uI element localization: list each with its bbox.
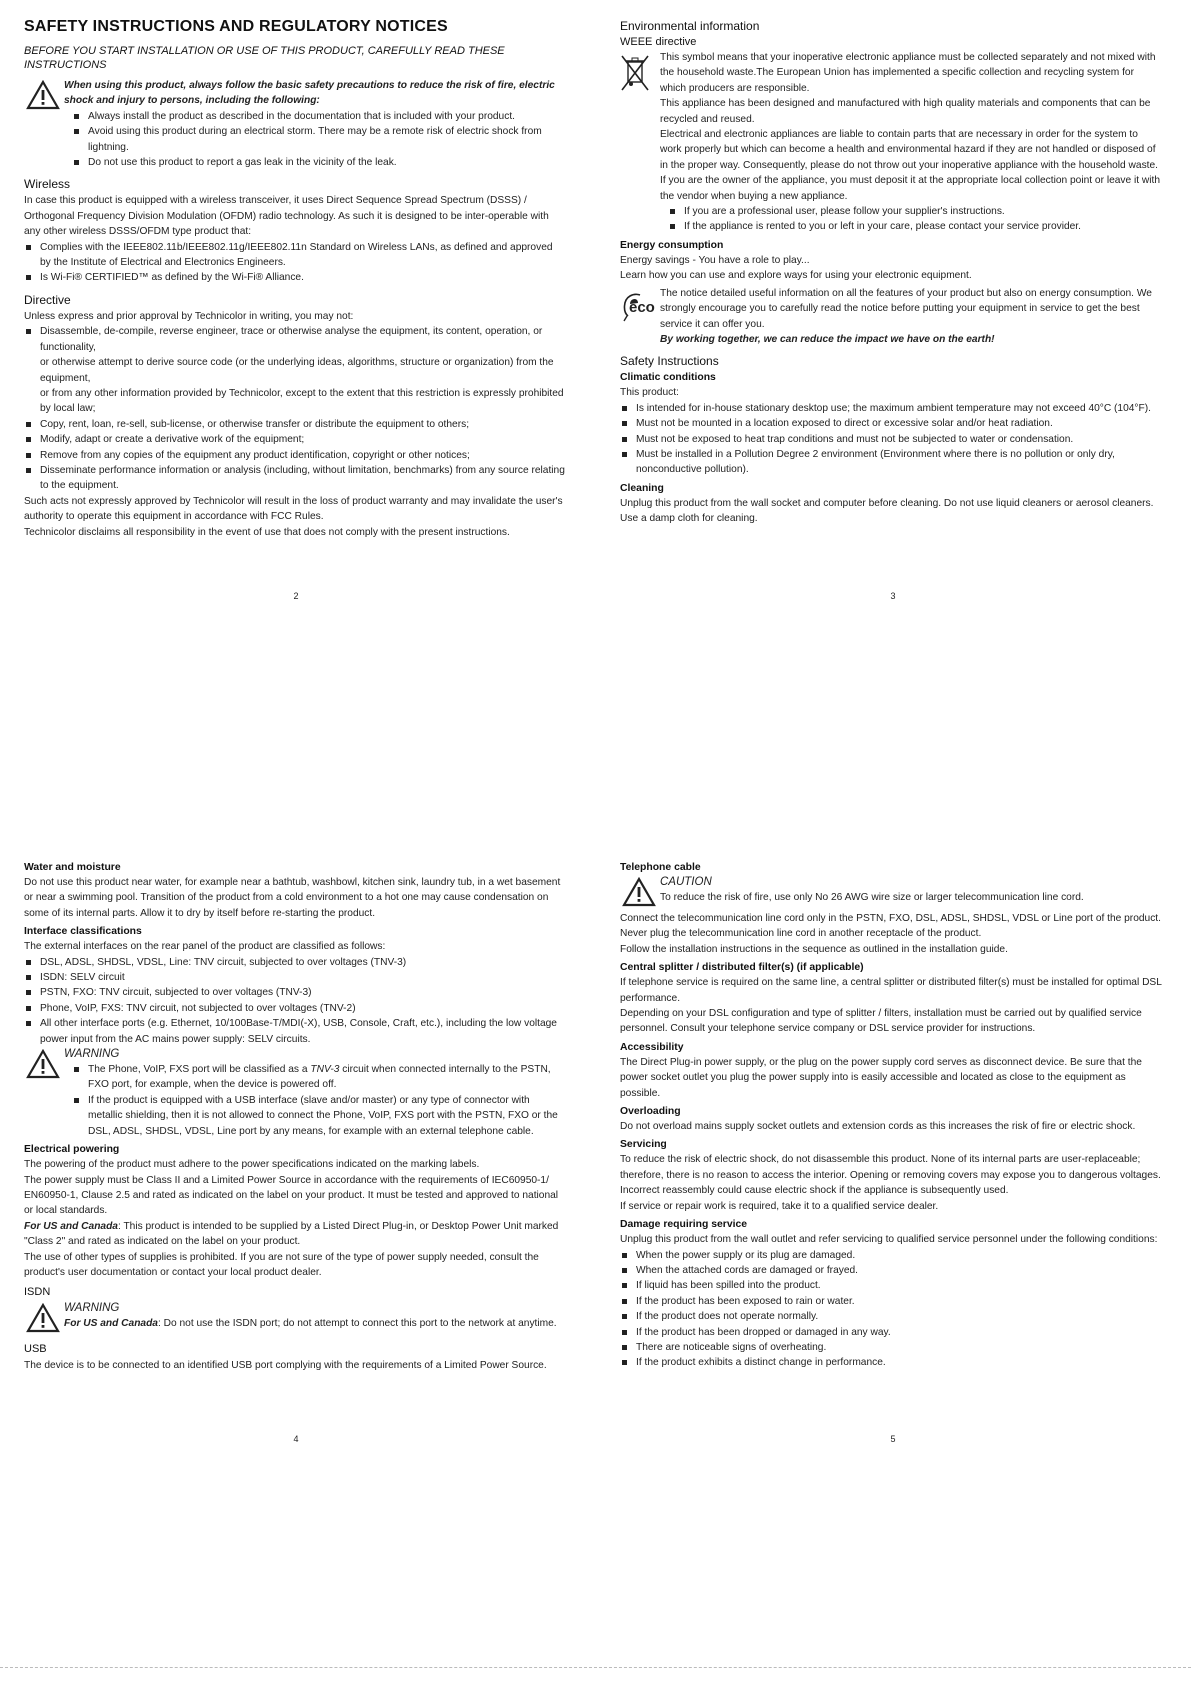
caution-box — [620, 875, 1162, 911]
power-paragraph-2: The power supply must be Class II and a Limited Power Source in accordance with the requirements of IEC60950-1/ EN60950-1, Clause 2.5 and rated as indicated on the label on your product. It must be tested and approved to national or local standards. — [24, 1174, 559, 1217]
warn-text: circuit when connected internally to the PSTN, FXO port, for example, when the device is powered off. — [88, 1064, 551, 1091]
list-item: When the power supply or its plug are damaged. — [620, 1248, 1162, 1263]
power-paragraph-3 — [24, 1219, 566, 1250]
list-item: Do not use this product to report a gas leak in the vicinity of the leak. — [72, 155, 566, 170]
usb-text: The device is to be connected to an identified USB port complying with the requirements of a Limited Power Source. — [24, 1360, 547, 1372]
list-item: If you are a professional user, please follow your supplier's instructions. — [668, 204, 1162, 219]
list-item: ISDN: SELV circuit — [24, 970, 566, 985]
list-item: Remove from any copies of the equipment any product identification, copyright or other notices; — [24, 448, 566, 463]
crossed-bin-icon — [620, 54, 650, 94]
list-item — [24, 324, 566, 416]
damage-list — [620, 1248, 1162, 1371]
list-item: Must not be mounted in a location exposed to direct or excessive solar and/or heat radiation. — [620, 416, 1162, 431]
list-item: If liquid has been spilled into the product. — [620, 1278, 1162, 1293]
warning-triangle-icon — [26, 1303, 60, 1333]
interface-warning-box — [24, 1047, 566, 1139]
wireless-text: In case this product is equipped with a wireless transceiver, it uses Direct Sequence Spread Spectrum (DSSS) / Orthogonal Frequency Division Modulation (OFDM) radio technology. As such it is designed to be inter-operable with any other wireless DSSS/OFDM type product that: — [24, 195, 549, 238]
cleaning-heading: Cleaning — [620, 482, 664, 494]
document-title: SAFETY INSTRUCTIONS AND REGULATORY NOTICES — [24, 18, 448, 35]
list-item: If the product has been dropped or damaged in any way. — [620, 1325, 1162, 1340]
power-heading: Electrical powering — [24, 1144, 120, 1156]
page-3 — [620, 18, 1162, 618]
weee-paragraph-1: This symbol means that your inoperative electronic appliance must be collected separately and not mixed with the household waste.The European Union has implemented a specific collection and recycling system for which producers are responsible. — [660, 52, 1156, 94]
page-number-4: 4 — [293, 1434, 299, 1444]
warning-title: WARNING — [64, 1048, 120, 1061]
directive-item-1-cont1: or otherwise attempt to derive source code (or the underlying ideas, algorithms, structure or organization) from the equipment, — [40, 357, 554, 384]
climatic-intro: This product: — [620, 387, 679, 399]
energy-paragraph-2: Learn how you can use and explore ways for using your electronic equipment. — [620, 270, 972, 282]
wireless-list — [24, 240, 566, 286]
environmental-heading: Environmental information — [620, 19, 760, 33]
directive-item-1: Disassemble, de-compile, reverse engineer, trace or otherwise analyse the equipment, its content, operation, or functionality, — [40, 326, 543, 353]
directive-text-1: Such acts not expressly approved by Technicolor will result in the loss of product warranty and may invalidate the user's authority to operate this equipment in accordance with FCC Rules. — [24, 495, 563, 523]
list-item: Modify, adapt or create a derivative work of the equipment; — [24, 432, 566, 447]
telephone-paragraph-2: Follow the installation instructions in the sequence as outlined in the installation guide. — [620, 943, 1008, 955]
energy-paragraph-1: Energy savings - You have a role to play... — [620, 254, 810, 266]
directive-text-2: Technicolor disclaims all responsibility in the event of use that does not comply with the present instructions. — [24, 526, 510, 538]
svg-text:eco: eco — [629, 298, 655, 316]
list-item: There are noticeable signs of overheating. — [620, 1340, 1162, 1355]
list-item: DSL, ADSL, SHDSL, VDSL, Line: TNV circuit, subjected to over voltages (TNV-3) — [24, 955, 566, 970]
directive-item-1-cont2: or from any other information provided by Technicolor, except to the extent that this restriction is expressly prohibited by local law; — [40, 387, 564, 415]
list-item: If the appliance is rented to you or left in your care, please contact your service provider. — [668, 219, 1162, 234]
weee-paragraph-2: This appliance has been designed and manufactured with high quality materials and components that can be recycled and reused. — [660, 98, 1151, 125]
isdn-warning-text — [64, 1316, 566, 1331]
warning-intro: When using this product, always follow the basic safety precautions to reduce the risk of fire, electric shock and injury to persons, including the following: — [64, 80, 555, 107]
interface-intro: The external interfaces on the rear panel of the product are classified as follows: — [24, 941, 386, 953]
energy-paragraph-4: By working together, we can reduce the impact we have on the earth! — [660, 333, 995, 345]
telephone-paragraph-1: Connect the telecommunication line cord only in the PSTN, FXO, DSL, ADSL, SHDSL, VDSL or Line port of the product. Never plug the telecommunication line cord in another receptacle of the product. — [620, 913, 1161, 940]
accessibility-heading: Accessibility — [620, 1041, 684, 1053]
page-number-5: 5 — [890, 1434, 896, 1444]
climatic-heading: Climatic conditions — [620, 372, 716, 384]
caution-text: To reduce the risk of fire, use only No 26 AWG wire size or larger telecommunication line cord. — [660, 892, 1084, 903]
list-item: Phone, VoIP, FXS: TNV circuit, not subjected to over voltages (TNV-2) — [24, 1001, 566, 1016]
caution-title: CAUTION — [660, 876, 712, 888]
wireless-heading: Wireless — [24, 177, 71, 192]
climatic-list — [620, 401, 1162, 478]
servicing-heading: Servicing — [620, 1139, 667, 1151]
splitter-paragraph-1: If telephone service is required on the same line, a central splitter or distributed filter(s) must be installed for optimal DSL performance. — [620, 977, 1162, 1004]
warning-triangle-icon — [622, 877, 656, 907]
weee-heading: WEEE directive — [620, 36, 697, 48]
list-item: If the product is equipped with a USB interface (slave and/or master) or any type of connector with metallic shielding, then it is not allowed to connect the Phone, VoIP, FXS port with the PSTN, FXO or the DSL, ADSL, SHDSL, VDSL, Line port by any means, for example with an external telephone cable. — [72, 1093, 566, 1139]
isdn-region-label: For US and Canada — [64, 1318, 158, 1330]
warn-emphasis: TNV-3 — [310, 1064, 340, 1076]
safety-warning-box — [24, 78, 566, 170]
list-item: Is Wi-Fi® CERTIFIED™ as defined by the Wi-Fi® Alliance. — [24, 270, 566, 285]
list-item: If the product has been exposed to rain or water. — [620, 1294, 1162, 1309]
warning-list — [72, 109, 566, 171]
splitter-paragraph-2: Depending on your DSL configuration and type of splitter / filters, installation must be carried out by qualified service personnel. Consult your telephone service company or DSL service provider for instructions. — [620, 1008, 1142, 1035]
telephone-heading: Telephone cable — [620, 862, 701, 873]
list-item: Always install the product as described in the documentation that is included with your product. — [72, 109, 566, 124]
list-item — [72, 1062, 566, 1093]
interface-list — [24, 955, 566, 1047]
directive-intro: Unless express and prior approval by Technicolor in writing, you may not: — [24, 310, 354, 322]
damage-heading: Damage requiring service — [620, 1219, 748, 1231]
isdn-warning-box — [24, 1301, 566, 1337]
cleaning-text: Unplug this product from the wall socket and computer before cleaning. Do not use liquid cleaners or aerosol cleaners. Use a damp cloth for cleaning. — [620, 497, 1154, 525]
list-item: If the product does not operate normally. — [620, 1309, 1162, 1324]
warning-title: WARNING — [64, 1302, 120, 1315]
directive-heading: Directive — [24, 292, 71, 307]
power-paragraph-4: The use of other types of supplies is prohibited. If you are not sure of the type of power supply needed, consult the product's user documentation or contact your local product dealer. — [24, 1251, 539, 1278]
directive-list — [24, 324, 566, 493]
eco-logo-icon — [620, 288, 658, 322]
servicing-paragraph-2: If service or repair work is required, take it to a qualified service dealer. — [620, 1200, 939, 1212]
list-item: Must not be exposed to heat trap conditions and must not be subjected to water or condensation. — [620, 432, 1162, 447]
weee-list — [668, 204, 1162, 235]
damage-intro: Unplug this product from the wall outlet and refer servicing to qualified service personnel under the following conditions: — [620, 1234, 1158, 1246]
overloading-text: Do not overload mains supply socket outlets and extension cords as this increases the risk of fire or electric shock. — [620, 1121, 1136, 1133]
safety-heading: Safety Instructions — [620, 354, 719, 369]
list-item: When the attached cords are damaged or frayed. — [620, 1263, 1162, 1278]
page-4 — [24, 860, 566, 1400]
list-item: Avoid using this product during an electrical storm. There may be a remote risk of electric shock from lightning. — [72, 124, 566, 155]
splitter-heading: Central splitter / distributed filter(s) (if applicable) — [620, 962, 864, 974]
page-5 — [620, 860, 1162, 1400]
weee-paragraph-3: Electrical and electronic appliances are liable to contain parts that are necessary in order for the system to work properly but which can become a health and environmental hazard if they are not handled or disposed of in the proper way. Consequently, please do not throw out your inoperative appliance with the household waste. — [660, 129, 1158, 171]
list-item: If the product exhibits a distinct change in performance. — [620, 1355, 1162, 1370]
list-item: Must be installed in a Pollution Degree 2 environment (Environment where there is no pollution or only dry, nonconductive pollution). — [620, 447, 1162, 478]
energy-heading: Energy consumption — [620, 239, 724, 251]
weee-paragraph-4: If you are the owner of the appliance, you must deposit it at the appropriate local collection point or leave it with the vendor when buying a new appliance. — [660, 175, 1161, 202]
list-item: Complies with the IEEE802.11b/IEEE802.11g/IEEE802.11n Standard on Wireless LANs, as defined and approved by the Institute of Electrical and Electronics Engineers. — [24, 240, 566, 271]
energy-paragraph-3: The notice detailed useful information on all the features of your product but also on energy consumption. We strongly encourage you to carefully read the notice before putting your equipment in service to get the best service it can offer you. — [660, 287, 1152, 330]
accessibility-text: The Direct Plug-in power supply, or the plug on the power supply cord serves as disconnect device. Be sure that the power socket outlet you plug the power supply into is easily accessible and located as close to the equipment as possible. — [620, 1056, 1142, 1099]
page-number-2: 2 — [293, 591, 299, 601]
list-item: All other interface ports (e.g. Ethernet, 10/100Base-T/MDI(-X), USB, Console, Craft, etc.), including the low voltage power input from the AC mains power supply: SELV circuits. — [24, 1016, 566, 1047]
usb-heading: USB — [24, 1343, 47, 1356]
warning-triangle-icon — [26, 80, 60, 110]
list-item: Copy, rent, loan, re-sell, sub-license, or otherwise transfer or distribute the equipment to others; — [24, 417, 566, 432]
sheet-bottom-edge — [0, 1667, 1191, 1683]
water-text: Do not use this product near water, for example near a bathtub, washbowl, kitchen sink, laundry tub, in a wet basement or near a swimming pool. Transition of the product from a cold environment to a hot one may cause condensation on some of its internal parts. Allow it to dry by itself before re-starting the product. — [24, 877, 561, 919]
isdn-heading: ISDN — [24, 1286, 51, 1299]
power-paragraph-1: The powering of the product must adhere to the power specifications indicated on the marking labels. — [24, 1159, 480, 1171]
list-item: Disseminate performance information or analysis (including, without limitation, benchmarks) from any source relating to the equipment. — [24, 463, 566, 494]
eco-section — [620, 286, 1162, 348]
warn-text: The Phone, VoIP, FXS port will be classified as a — [88, 1064, 311, 1076]
water-heading: Water and moisture — [24, 862, 121, 873]
servicing-paragraph-1: To reduce the risk of electric shock, do not disassemble this product. None of its internal parts are user-replaceable; therefore, there is no reason to access the interior. Opening or removing covers may expose you to dangerous voltages. Incorrect reassembly could cause electric shock if the appliance is subsequently used. — [620, 1154, 1161, 1197]
weee-section — [620, 50, 1162, 235]
warning-triangle-icon — [26, 1049, 60, 1079]
interface-heading: Interface classifications — [24, 926, 142, 938]
list-item: Is intended for in-house stationary desktop use; the maximum ambient temperature may not exceed 40°C (104°F). — [620, 401, 1162, 416]
document-subtitle: BEFORE YOU START INSTALLATION OR USE OF THIS PRODUCT, CAREFULLY READ THESE INSTRUCTIONS — [24, 45, 505, 71]
power-region-text: : This product is intended to be supplied by a Listed Direct Plug-in, or Desktop Power Unit marked "Class 2" and rated as indicated on the label on your product. — [24, 1220, 559, 1248]
interface-warning-list — [72, 1062, 566, 1139]
page-2 — [24, 16, 566, 616]
page-number-3: 3 — [890, 591, 896, 601]
list-item: PSTN, FXO: TNV circuit, subjected to over voltages (TNV-3) — [24, 985, 566, 1000]
overloading-heading: Overloading — [620, 1106, 681, 1118]
power-region-label: For US and Canada — [24, 1220, 118, 1232]
isdn-region-text: : Do not use the ISDN port; do not attempt to connect this port to the network at anytime. — [157, 1318, 557, 1330]
